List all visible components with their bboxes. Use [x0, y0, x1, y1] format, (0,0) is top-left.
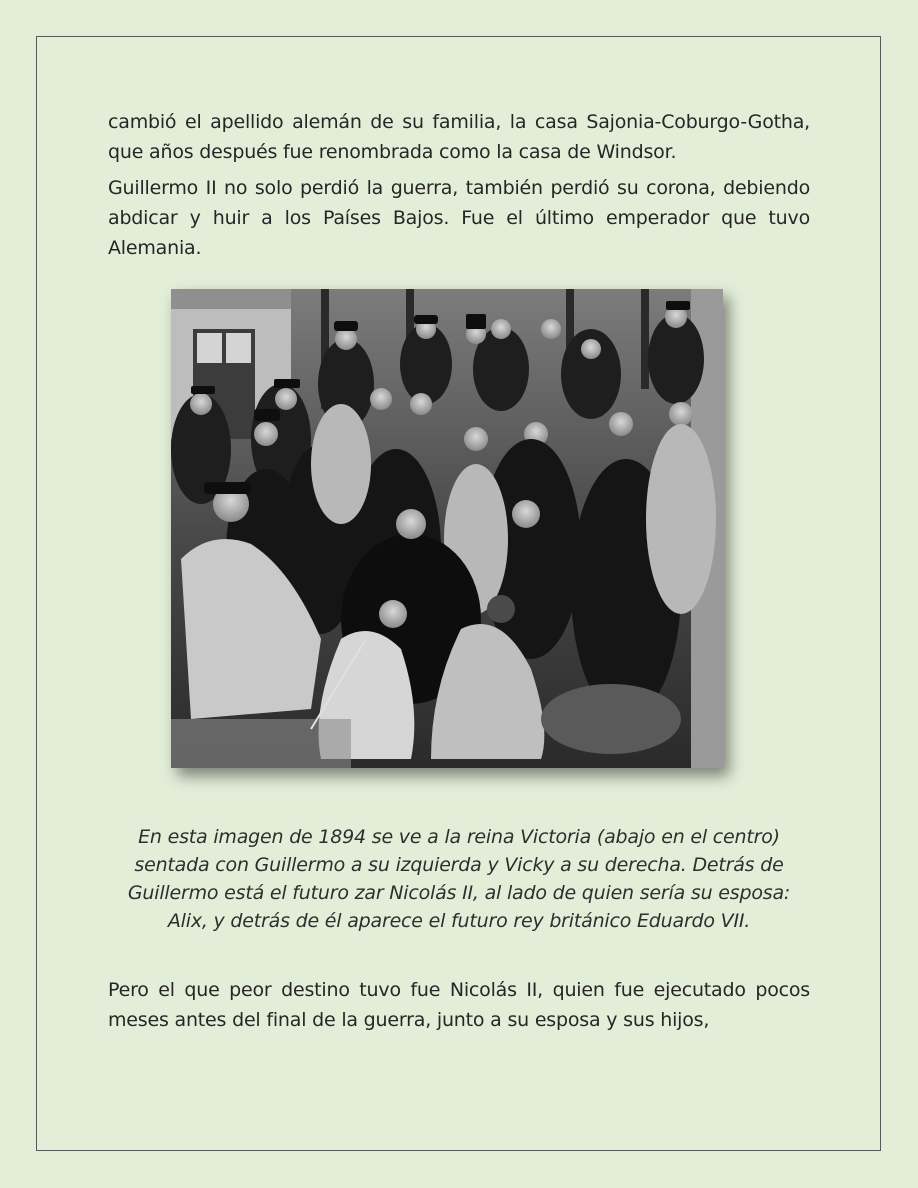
paragraph-1: [108, 107, 810, 167]
paragraph-3-text: Pero el que peor destino tuvo fue Nicolás II, quien fue ejecutado pocos meses antes del final de la guerra, junto a su esposa y sus hijos,: [108, 979, 810, 1031]
paragraph-2: [108, 173, 810, 263]
paragraph-3: [108, 975, 810, 1035]
photo-caption: En esta imagen de 1894 se ve a la reina Victoria (abajo en el centro) sentada con Guillermo a su izquierda y Vicky a su derecha. Detrás de Guillermo está el futuro zar Nicolás II, al lado de quien sería su esposa: Alix, y detrás de él aparece el futuro rey británico Eduardo VII.: [127, 826, 791, 932]
historical-group-photo: [171, 289, 723, 768]
paragraph-2-text: Guillermo II no solo perdió la guerra, también perdió su corona, debiendo abdicar y huir a los Países Bajos. Fue el último emperador que tuvo Alemania.: [108, 177, 810, 259]
paragraph-1-text: cambió el apellido alemán de su familia, la casa Sajonia-Coburgo-Gotha, que años después fue renombrada como la casa de Windsor.: [108, 111, 810, 163]
